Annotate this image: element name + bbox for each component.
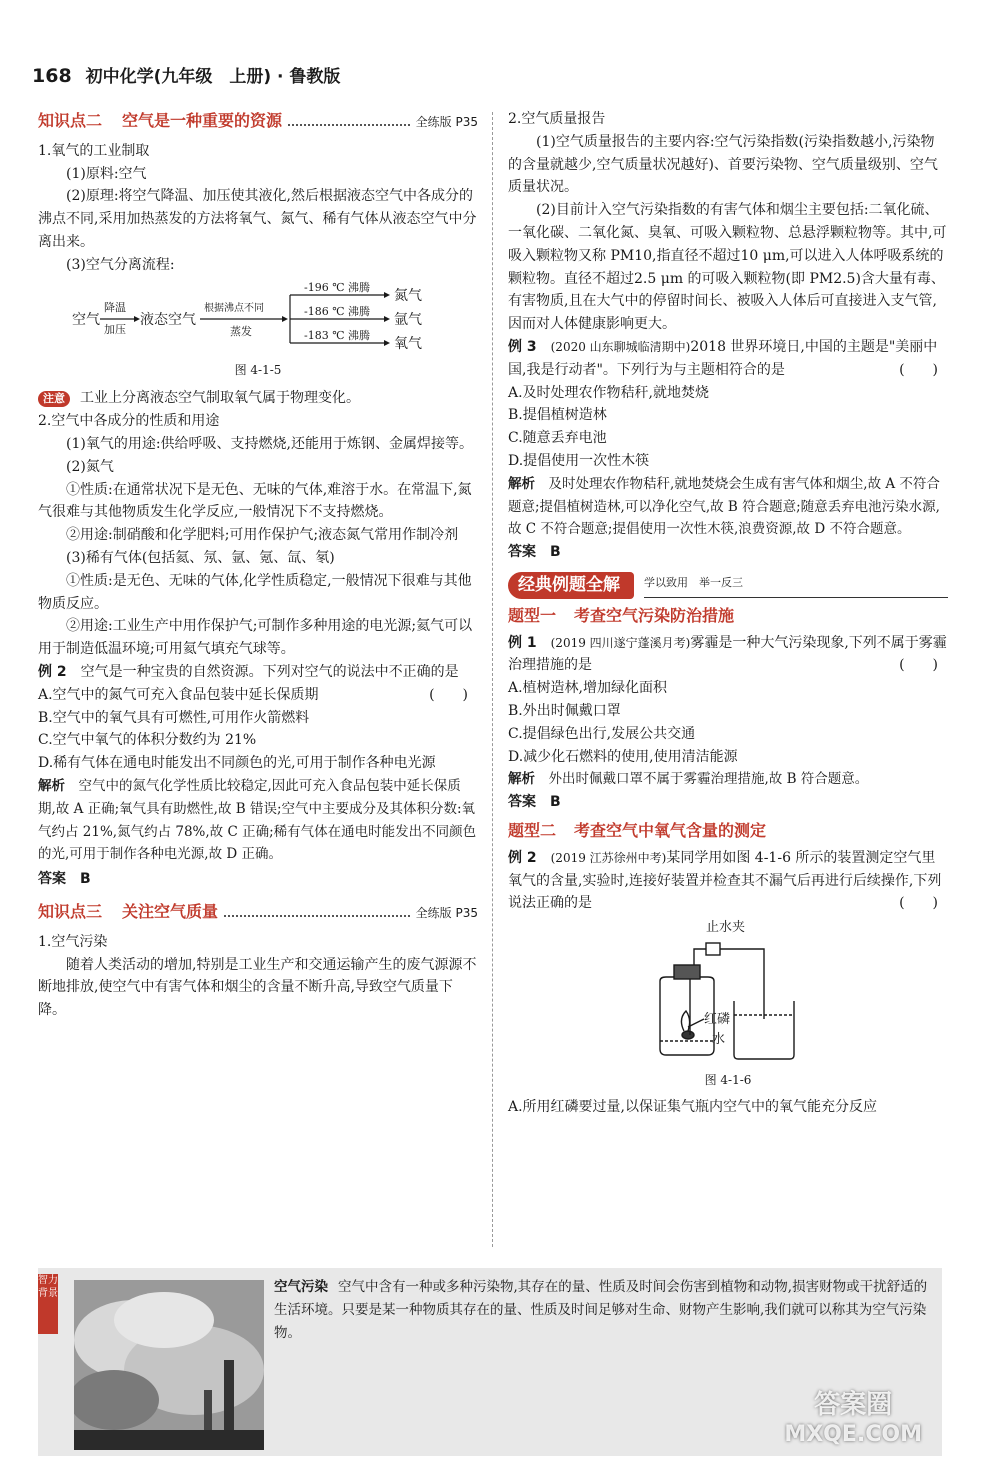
option-c: C.提倡绿色出行,发展公共交通 (508, 725, 696, 742)
box-term: 空气污染 (274, 1279, 328, 1295)
paragraph: (1)氧气的用途:供给呼吸、支持燃烧,还能用于炼钢、金属焊接等。 (66, 435, 473, 452)
kp-ref: 全练版 P35 (415, 905, 478, 920)
right-column (508, 108, 948, 1119)
explanation-label: 解析 (508, 771, 535, 788)
background-knowledge-box (38, 1268, 942, 1456)
paragraph: 随着人类活动的增加,特别是工业生产和交通运输产生的废气源源不断地排放,使空气中有害气体和烟尘的含量不断升高,导致空气质量下降。 (38, 956, 477, 1019)
example-3-question: 例 3 (2020 山东聊城临清期中)2018 世界环境日,中国的主题是"美丽中国,我是行动者"。下列行为与主题相符合的是 ( ) (508, 336, 948, 382)
figure-caption: 图 4-1-6 (704, 1073, 752, 1088)
flow-step2-top: 根据沸点不同 (204, 302, 264, 314)
example-label: 例 1 (508, 634, 537, 651)
section-title: 2.空气中各成分的性质和用途 (38, 413, 220, 430)
leader-dots (224, 915, 410, 917)
option-b: B.空气中的氧气具有可燃性,可用作火箭燃料 (38, 709, 310, 726)
flow-branch-2: -186 ℃ 沸腾 (304, 304, 371, 318)
example-label: 例 3 (508, 338, 537, 355)
option-d: D.减少化石燃料的使用,使用清洁能源 (508, 748, 738, 765)
paragraph: ②用途:工业生产中用作保护气;可制作多种用途的电光源;氦气可以用于制造低温环境;可用氦气填充气球等。 (38, 618, 473, 658)
page-number: 168 (32, 65, 72, 87)
flow-product-3: 氧气 (394, 335, 422, 352)
note-text: 工业上分离液态空气制取氧气属于物理变化。 (80, 390, 360, 407)
option-a: A.植树造林,增加绿化面积 (508, 680, 668, 697)
flow-product-1: 氮气 (394, 287, 422, 304)
answer-paren: ( ) (899, 657, 938, 674)
column-divider (492, 112, 493, 1247)
paragraph: (3)空气分离流程: (66, 256, 175, 273)
answer (508, 541, 948, 564)
paragraph: (1)空气质量报告的主要内容:空气污染指数(污染指数越小,污染物的含量就越少,空气质量状况越好)、首要污染物、空气质量级别、空气质量状况。 (508, 133, 938, 196)
option-c: C.随意丢弃电池 (508, 430, 607, 447)
answer-paren: ( ) (899, 361, 938, 378)
example-source: (2020 山东聊城临清期中) (550, 339, 691, 354)
flow-step1-top: 降温 (104, 300, 126, 314)
option-a: A.所用红磷要过量,以保证集气瓶内空气中的氧气能充分反应 (508, 1098, 878, 1115)
water-label: 水 (712, 1032, 726, 1048)
option-a: A.及时处理农作物秸秆,就地焚烧 (508, 384, 710, 401)
paragraph: (2)目前计入空气污染指数的有害气体和烟尘主要包括:二氧化硫、一氧化碳、二氧化氮、臭氧、可吸入颗粒物、总悬浮颗粒物等。其中,可吸入颗粒物又称 PM10,指直径不超过10 μm,可以进入人体呼吸系统的颗粒物。直径不超过2.5 μm 的可吸入颗粒物(即 PM2.5)含大量有毒、有害物质,且在大气中的停留时间长、被吸入人体后可直接进入支气管,因而对人体健康影响更大。 (508, 202, 947, 333)
flow-liquid-air: 液态空气 (140, 311, 196, 328)
box-definition: 空气中含有一种或多种污染物,其存在的量、性质及时间会伤害到植物和动物,损害财物或干扰舒适的生活环境。只要是某一种物质其存在的量、性质及时间足够对生命、财物产生影响,我们就可以称其为空气污染物。 (274, 1279, 928, 1341)
flow-branch-3: -183 ℃ 沸腾 (304, 328, 371, 342)
oxygen-measurement-apparatus (508, 919, 948, 1069)
option-b: B.外出时佩戴口罩 (508, 702, 621, 719)
page-header (32, 62, 340, 87)
book-title: 初中化学(九年级 上册) · 鲁教版 (85, 67, 341, 87)
flow-step1-bottom: 加压 (104, 322, 126, 336)
answer-paren: ( ) (899, 895, 938, 912)
example-source: (2019 四川遂宁蓬溪月考) (550, 635, 691, 650)
left-column (38, 108, 478, 1022)
note (38, 387, 478, 410)
explanation: 解析 及时处理农作物秸秆,就地焚烧会生成有害气体和烟尘,故 A 不符合题意;提倡植树造林,可以净化空气,故 B 符合题意;随意丢弃电池污染水源,故 C 不符合题意;提倡使用一次性木筷,浪费资源,故 D 不符合题意。 (508, 475, 940, 538)
answer-value: B (550, 794, 561, 811)
paragraph: ①性质:在通常状况下是无色、无味的气体,难溶于水。在常温下,氮气很难与其他物质发生化学反应,一般情况下不支持燃烧。 (38, 481, 472, 521)
knowledge-point-2-heading (38, 110, 478, 134)
question-type-1-heading: 题型一 考查空气污染防治措施 (508, 605, 735, 625)
example-source: (2019 江苏徐州中考) (550, 850, 667, 865)
paragraph: ②用途:制硝酸和化学肥料;可用作保护气;液态氮气常用作制冷剂 (66, 527, 459, 544)
paragraph: (2)氮气 (66, 458, 114, 475)
kp-title: 空气是一种重要的资源 (122, 111, 283, 130)
option-c: C.空气中氧气的体积分数约为 21% (38, 732, 257, 749)
kp-ref: 全练版 P35 (415, 115, 478, 129)
answer-label: 答案 (508, 794, 536, 811)
answer (508, 791, 948, 814)
example-2-question: 例 2 空气是一种宝贵的自然资源。下列对空气的说法中不正确的是 ( ) (38, 661, 478, 684)
type2-example-2-question: 例 2 (2019 江苏徐州中考)某同学用如图 4-1-6 所示的装置测定空气里氧气的含量,实验时,连接好装置并检查其不漏气后再进行后续操作,下列说法正确的是 ( ) (508, 847, 948, 915)
answer (38, 868, 478, 891)
explanation: 解析 空气中的氮气化学性质比较稳定,因此可充入食品包装中延长保质期,故 A 正确;氧气具有助燃性,故 B 错误;空气中主要成分及其体积分数:氧气约占 21%,氮气约占 78%,故 C 正确;稀有气体在通电时能发出不同颜色的光,可用于制作各种电光源,故 D 正确。 (38, 777, 477, 863)
example-label: 例 2 (38, 663, 67, 680)
banner-title: 经典例题全解 (508, 572, 634, 599)
flow-air: 空气 (72, 311, 100, 328)
paragraph: (1)原料:空气 (66, 165, 147, 182)
kp-title: 关注空气质量 (122, 901, 219, 921)
box-side-tag: 智力背景 (38, 1274, 58, 1334)
section-title: 1.空气污染 (38, 933, 108, 950)
watermark: 答案圈 MXQE.COM (784, 1390, 922, 1447)
kp-label: 知识点二 (38, 111, 103, 130)
figure-caption: 图 4-1-5 (234, 362, 282, 377)
answer-value: B (550, 544, 561, 561)
air-separation-flow-diagram (38, 281, 478, 359)
option-b: B.提倡植树造林 (508, 407, 607, 424)
example-label: 例 2 (508, 849, 537, 866)
explanation: 解析 外出时佩戴口罩不属于雾霾治理措施,故 B 符合题意。 (508, 771, 869, 788)
type1-example-1-question: 例 1 (2019 四川遂宁蓬溪月考)雾霾是一种大气污染现象,下列不属于雾霾治理措施的是 ( ) (508, 632, 948, 678)
option-d: D.提倡使用一次性木筷 (508, 452, 650, 469)
question-type-2-heading: 题型二 考查空气中氧气含量的测定 (508, 820, 767, 840)
explanation-label: 解析 (38, 777, 65, 794)
section-title: 2.空气质量报告 (508, 111, 606, 127)
section-title: 1.氧气的工业制取 (38, 142, 150, 159)
flow-product-2: 氩气 (394, 311, 422, 328)
red-phosphorus-label: 红磷 (704, 1012, 731, 1028)
explanation-label: 解析 (508, 475, 535, 492)
knowledge-point-3-heading (38, 901, 478, 925)
flow-step2-bottom: 蒸发 (230, 324, 252, 338)
answer-label: 答案 (508, 544, 536, 561)
answer-label: 答案 (38, 871, 66, 888)
option-a: A.空气中的氮气可充入食品包装中延长保质期 (38, 686, 319, 703)
flow-branch-1: -196 ℃ 沸腾 (304, 280, 371, 294)
answer-paren: ( ) (429, 686, 468, 703)
box-text (274, 1276, 930, 1345)
classic-examples-banner (508, 572, 948, 599)
banner-subtitle: 学以致用 举一反三 (644, 572, 948, 598)
paragraph: (2)原理:将空气降温、加压使其液化,然后根据液态空气中各成分的沸点不同,采用加热蒸发的方法将氧气、氮气、稀有气体从液态空气中分离出来。 (38, 188, 477, 250)
clamp-label: 止水夹 (706, 920, 746, 936)
leader-dots (288, 124, 410, 126)
paragraph: ①性质:是无色、无味的气体,化学性质稳定,一般情况下很难与其他物质反应。 (38, 572, 472, 612)
kp-label: 知识点三 (38, 901, 103, 921)
paragraph: (3)稀有气体(包括氦、氖、氩、氪、氙、氡) (66, 549, 335, 566)
option-d: D.稀有气体在通电时能发出不同颜色的光,可用于制作各种电光源 (38, 755, 436, 772)
note-tag: 注意 (38, 391, 70, 407)
smokestack-photo (74, 1280, 264, 1450)
answer-value: B (80, 871, 91, 888)
